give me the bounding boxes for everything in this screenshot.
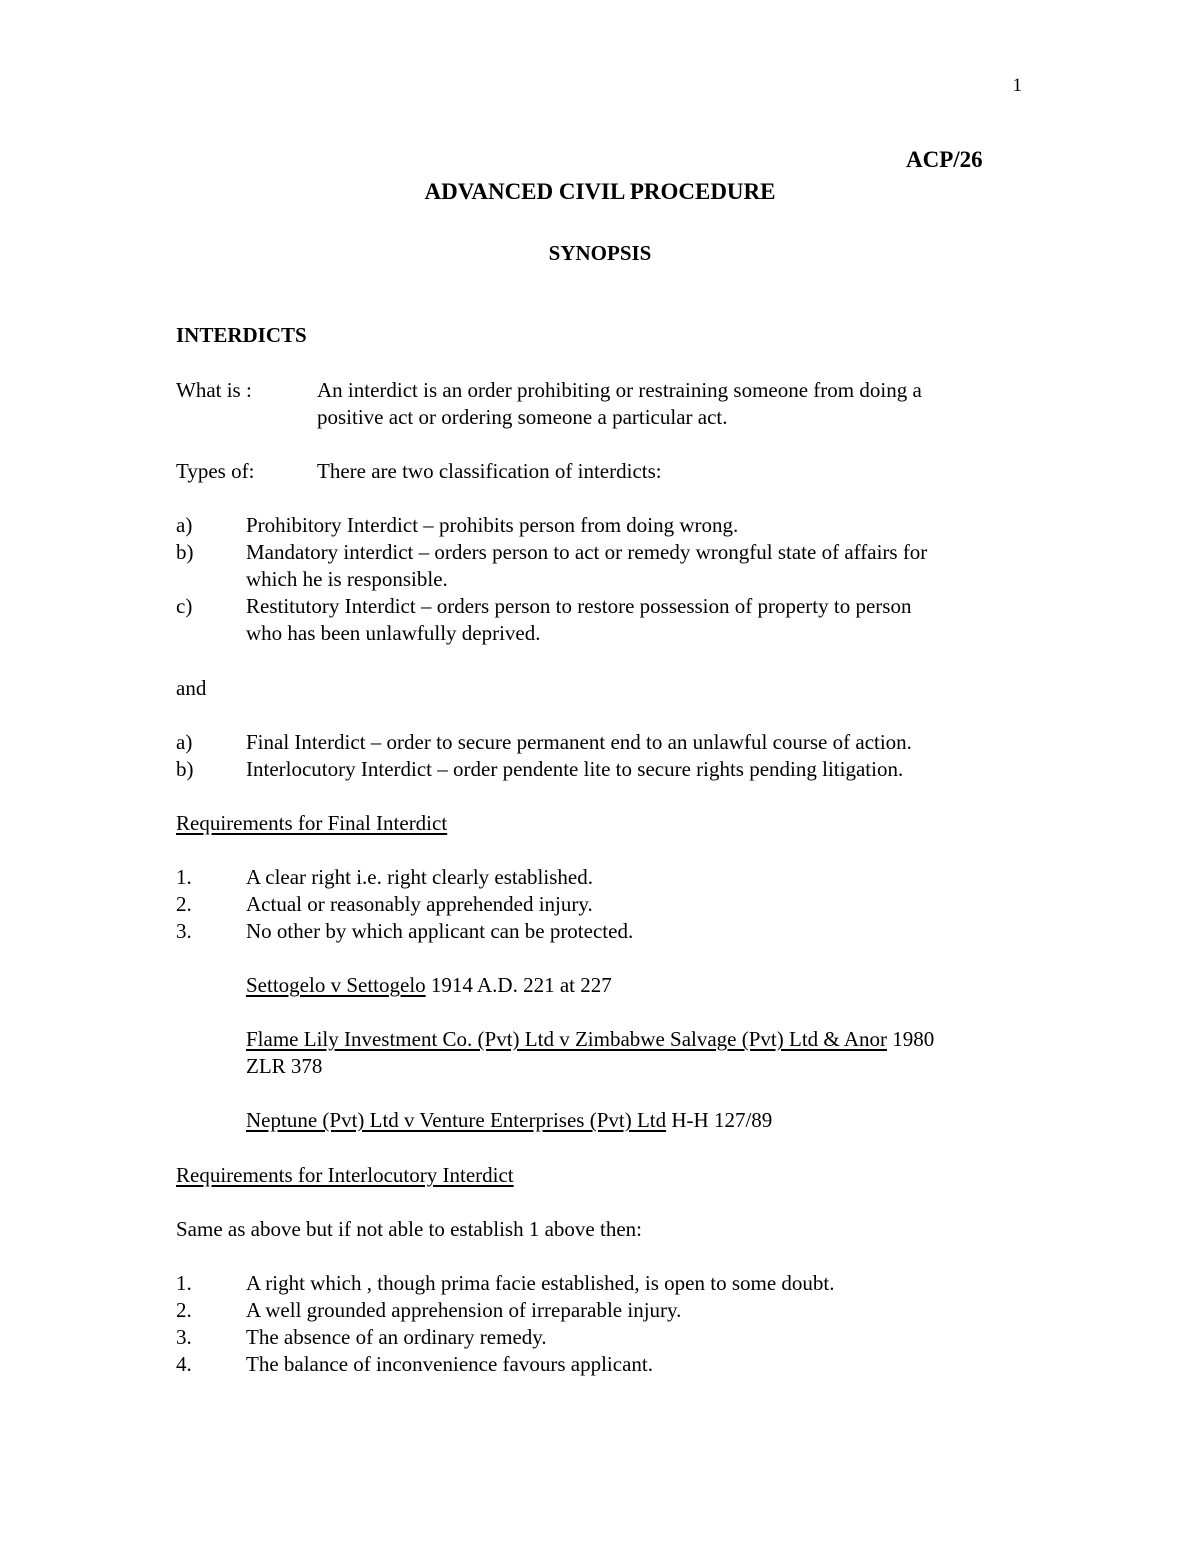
case-reference: 1980 <box>887 1027 935 1051</box>
list-marker: 3. <box>176 1325 192 1349</box>
course-code: ACP/26 <box>906 147 983 172</box>
list-item: Restitutory Interdict – orders person to restore possession of property to person <box>246 594 912 618</box>
list-item: No other by which applicant can be protected. <box>246 919 634 943</box>
case-name: Settogelo v Settogelo <box>246 973 426 997</box>
list-item: The absence of an ordinary remedy. <box>246 1325 547 1349</box>
list-item-continuation: which he is responsible. <box>246 567 448 591</box>
list-marker: b) <box>176 757 194 781</box>
interlocutory-intro: Same as above but if not able to establish 1 above then: <box>176 1217 642 1241</box>
document-title: ADVANCED CIVIL PROCEDURE <box>424 179 776 204</box>
list-marker: 4. <box>176 1352 192 1376</box>
definition-line: positive act or ordering someone a particular act. <box>317 405 728 429</box>
list-item: A well grounded apprehension of irreparable injury. <box>246 1298 682 1322</box>
list-marker: b) <box>176 540 194 564</box>
types-text: There are two classification of interdicts: <box>317 459 662 483</box>
case-reference: H-H 127/89 <box>666 1108 773 1132</box>
list-item: Mandatory interdict – orders person to act or remedy wrongful state of affairs for <box>246 540 928 564</box>
list-marker: a) <box>176 513 193 537</box>
list-item: Interlocutory Interdict – order pendente lite to secure rights pending litigation. <box>246 757 904 781</box>
case-citation <box>246 1026 934 1053</box>
list-item: A right which , though prima facie established, is open to some doubt. <box>246 1271 835 1295</box>
list-marker: a) <box>176 730 193 754</box>
list-marker: 1. <box>176 1271 192 1295</box>
final-requirements-heading: Requirements for Final Interdict <box>176 811 448 835</box>
case-citation <box>246 1107 772 1134</box>
list-marker: 1. <box>176 865 192 889</box>
list-item: A clear right i.e. right clearly established. <box>246 865 593 889</box>
case-reference: 1914 A.D. 221 at 227 <box>425 973 612 997</box>
connector-text: and <box>176 676 207 700</box>
case-name: Neptune (Pvt) Ltd v Venture Enterprises (Pvt) Ltd <box>246 1108 667 1132</box>
list-marker: 2. <box>176 892 192 916</box>
list-item: Final Interdict – order to secure permanent end to an unlawful course of action. <box>246 730 912 754</box>
definition-line: An interdict is an order prohibiting or restraining someone from doing a <box>317 378 922 402</box>
page-number: 1 <box>1012 75 1022 96</box>
document-subtitle: SYNOPSIS <box>548 241 652 265</box>
list-item-continuation: who has been unlawfully deprived. <box>246 621 541 645</box>
list-marker: c) <box>176 594 193 618</box>
list-marker: 2. <box>176 1298 192 1322</box>
interlocutory-requirements-heading: Requirements for Interlocutory Interdict <box>176 1163 514 1187</box>
list-item: Prohibitory Interdict – prohibits person from doing wrong. <box>246 513 739 537</box>
list-item: The balance of inconvenience favours applicant. <box>246 1352 653 1376</box>
list-item: Actual or reasonably apprehended injury. <box>246 892 593 916</box>
case-citation <box>246 972 612 999</box>
case-name: Flame Lily Investment Co. (Pvt) Ltd v Zimbabwe Salvage (Pvt) Ltd & Anor <box>246 1027 887 1051</box>
case-reference-continuation: ZLR 378 <box>246 1054 323 1078</box>
section-heading: INTERDICTS <box>176 323 307 347</box>
list-marker: 3. <box>176 919 192 943</box>
types-label: Types of: <box>176 459 255 483</box>
definition-label: What is : <box>176 378 252 402</box>
